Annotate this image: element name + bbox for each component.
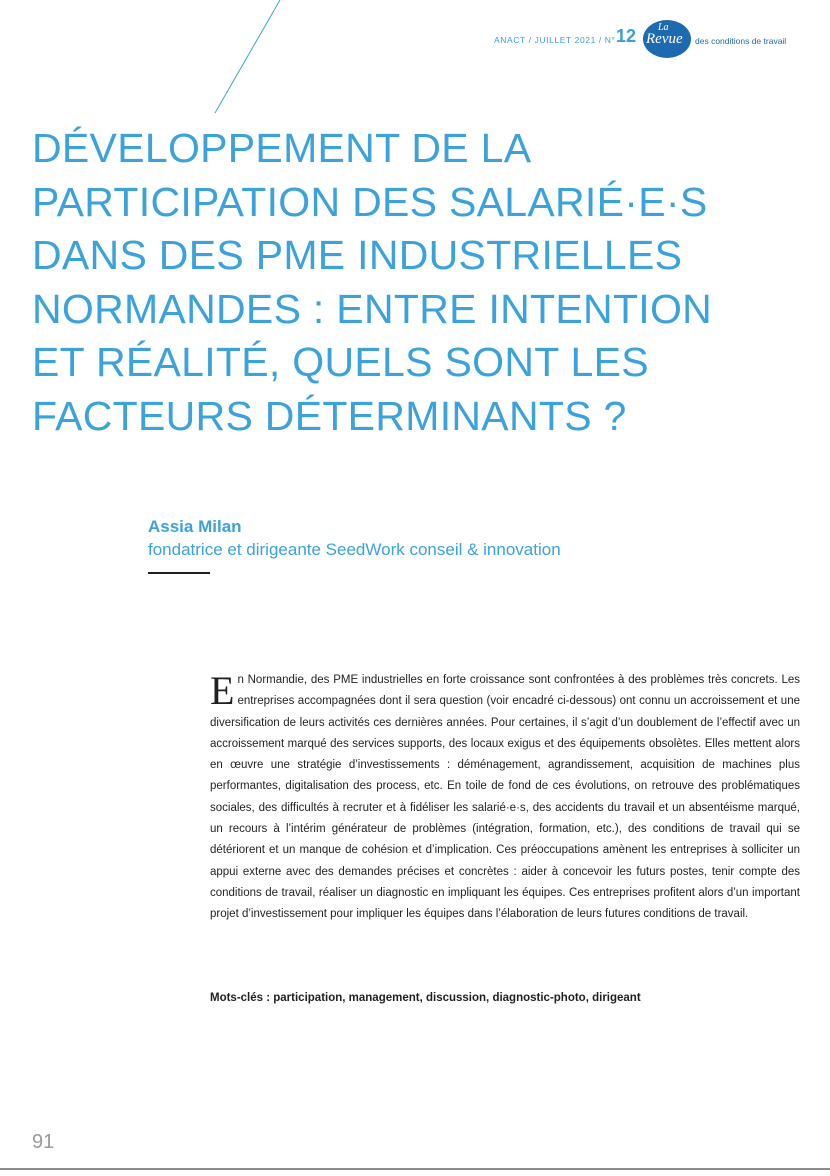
journal-header [480, 22, 820, 62]
abstract [210, 670, 800, 926]
article-title: DÉVELOPPEMENT DE LA PARTICIPATION DES SALARIÉ·E·S DANS DES PME INDUSTRIELLES NORMANDES : ENTRE INTENTION ET RÉALITÉ, QUELS SONT LES FACTEURS DÉTERMINANTS ? [32, 125, 713, 439]
author-name: Assia Milan [148, 517, 242, 536]
abstract-dropcap: E [210, 668, 235, 713]
author-divider [148, 572, 210, 574]
bottom-divider [0, 1168, 830, 1170]
page-number: 91 [32, 1131, 55, 1153]
issue-meta: ANACT / JUILLET 2021 / N° [494, 35, 616, 45]
author-role: fondatrice et dirigeante SeedWork conseil & innovation [148, 540, 561, 559]
issue-number: 12 [616, 26, 637, 46]
keywords: Mots-clés : participation, management, discussion, diagnostic-photo, dirigeant [210, 992, 641, 1004]
logo-subtitle: des conditions de travail [695, 36, 787, 46]
logo-revue-text: Revue [646, 31, 683, 47]
abstract-text: n Normandie, des PME industrielles en forte croissance sont confrontées à des problèmes très concrets. Les entreprises accompagnées dont il sera question (voir encadré ci-dessous) ont connu un accroissement et une diversification de leurs activités ces dernières années. Pour certaines, il s’agit d’un doublement de l’effectif avec un accroissement marqué des services supports, des locaux exigus et des équipements obsolètes. Elles mettent alors en œuvre une stratégie d’investissements : déménagement, agrandissement, acquisition de machines plus performantes, digitalisation des process, etc. En toile de fond de ces évolutions, on retrouve des problématiques sociales, des difficultés à recruter et à fidéliser les salarié·e·s, des accidents du travail et un absentéisme marqué, un recours à l’intérim générateur de problèmes (intégration, formation, etc.), des conditions de travail qui se détériorent et un manque de cohésion et d’implication. Ces préoccupations amènent les entreprises à solliciter un appui externe avec des demandes précises et concrètes : aider à concevoir les futurs postes, tenir compte des conditions de travail, réaliser un diagnostic en impliquant les équipes. Ces entreprises profitent alors d’un important projet d’investissement pour impliquer les équipes dans l’élaboration de leurs futures conditions de travail. [210, 674, 800, 921]
logo-la-text: La [658, 22, 669, 33]
